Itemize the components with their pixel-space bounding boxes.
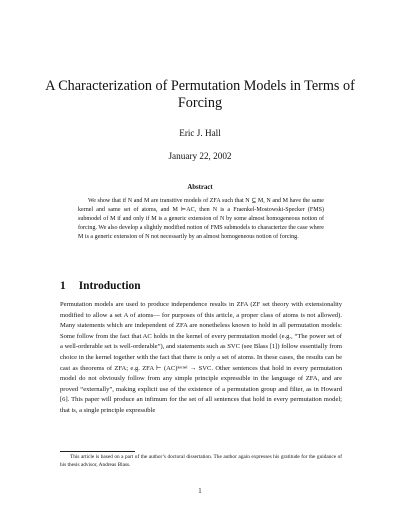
paper-title: A Characterization of Permutation Models in Terms of Forcing bbox=[45, 78, 355, 111]
abstract-text: We show that if N and M are transitive models of ZFA such that N ⊆ M, N and M have the same kernel and same set of atoms, and M ⊨AC, then N is a Fraenkel-Mostowski-Specker (FMS) submodel of M if and only if M is a generic extension of N by some almost homogeneous notion of forcing. We also develop a slightly modified notion of FMS submodels to characterize the case where M is a generic extension of N not necessarily by an almost homogeneous notion of forcing. bbox=[78, 198, 324, 240]
section-heading bbox=[60, 280, 141, 292]
abstract-heading: Abstract bbox=[187, 184, 213, 191]
footnote-text: This article is based on a part of the author’s doctoral dissertation. The author again expresses his gratitude for the guidance of his thesis advisor, Andreas Blass. bbox=[60, 454, 342, 468]
footnote-divider bbox=[60, 451, 135, 452]
section-title: Introduction bbox=[78, 280, 141, 292]
publication-date: January 22, 2002 bbox=[168, 151, 232, 161]
page-number: 1 bbox=[198, 488, 202, 495]
author-name: Eric J. Hall bbox=[179, 128, 221, 138]
section-number: 1 bbox=[60, 280, 66, 292]
introduction-paragraph: Permutation models are used to produce independence results in ZFA (ZF set theory with extensionality modified to allow a set A of atoms— for purposes of this article, a proper class of atoms is not allowed). Many statements which are independent of ZFA are nonetheless known to hold in all permutation models: Some follow from the fact that AC holds in the kernel of every permutation model (e.g., “The power set of a well-orderable set is well-orderable”), and statements such as SVC (see Blass [1]) follow essentially from choice in the kernel together with the fact that there is only a set of atoms. In these cases, the results can be cast as theorems of ZFA; e.g. ZFA ⊢ (AC)ᵏᵉʳⁿᵉˡ → SVC. Other sentences that hold in every permutation model do not obviously follow from any simple principle expressible in the language of ZFA, and are proved “externally”, making explicit use of the existence of a permutation group and filter, as in Howard [6]. This paper will produce an infimum for the set of all sentences that hold in every permutation model; that is, a single principle expressible bbox=[60, 301, 342, 414]
